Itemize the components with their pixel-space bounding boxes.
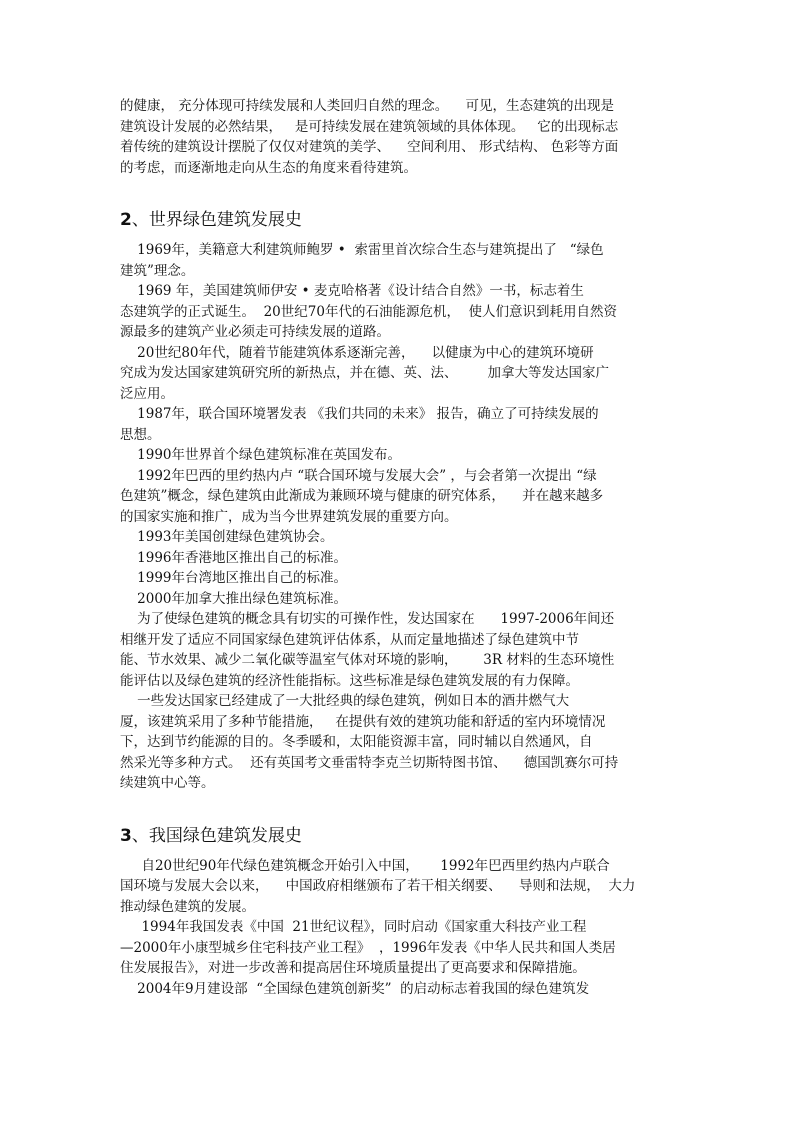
text-line: 2004年9月建设部 “全国绿色建筑创新奖” 的启动标志着我国的绿色建筑发 bbox=[120, 980, 590, 997]
text-line: 下，达到节约能源的目的。冬季暖和，太阳能资源丰富，同时辅以自然通风，自 bbox=[120, 734, 593, 750]
text-line: 建筑设计发展的必然结果， 是可持续发展在建筑领域的具体体现。 它的出现标志 bbox=[120, 118, 619, 135]
text-line: —2000年小康型城乡住宅科技产业工程》 ，1996年发表《中华人民共和国人类居 bbox=[120, 939, 616, 956]
text-line: 能、节水效果、减少二氧化碳等温室气体对环境的影响， 3R 材料的生态环境性 bbox=[120, 652, 615, 668]
text-line: 着传统的建筑设计摆脱了仅仅对建筑的美学、 空间利用、 形式结构、 色彩等方面 bbox=[120, 139, 619, 155]
body-paragraph bbox=[120, 240, 672, 281]
section-body-china bbox=[120, 856, 672, 1000]
text-line: 为了使绿色建筑的概念具有切实的可操作性，发达国家在 1997-2006年间还 bbox=[120, 611, 615, 627]
text-line: 色建筑”概念，绿色建筑由此渐成为兼顾环境与健康的研究体系， 并在越来越多 bbox=[120, 488, 604, 504]
body-paragraph bbox=[120, 979, 672, 1000]
text-line: 1999年台湾地区推出自己的标准。 bbox=[120, 570, 348, 586]
body-paragraph bbox=[120, 466, 672, 528]
text-line: 厦，该建筑采用了多种节能措施， 在提供有效的建筑功能和舒适的室内环境情况 bbox=[120, 713, 606, 730]
body-paragraph bbox=[120, 691, 672, 794]
text-line: 1994年我国发表《中国 21世纪议程》，同时启动《国家重大科技产业工程 bbox=[120, 919, 587, 935]
body-paragraph bbox=[120, 589, 672, 610]
body-paragraph bbox=[120, 609, 672, 691]
text-line: 推动绿色建筑的发展。 bbox=[120, 898, 255, 915]
text-line: 究成为发达国家建筑研究所的新热点，并在德、英、法、 加拿大等发达国家广 bbox=[120, 365, 610, 381]
section-title: 、世界绿色建筑发展史 bbox=[131, 210, 302, 230]
text-line: 1996年香港地区推出自己的标准。 bbox=[120, 549, 348, 566]
text-line: 源最多的建筑产业必须走可持续发展的道路。 bbox=[120, 324, 390, 340]
text-line: 自20世纪90年代绿色建筑概念开始引入中国， 1992年巴西里约热内卢联合 bbox=[120, 857, 610, 874]
text-line: 的健康， 充分体现可持续发展和人类回归自然的理念。 可见，生态建筑的出现是 bbox=[120, 98, 614, 114]
section-number: 2 bbox=[120, 210, 132, 230]
text-line: 住发展报告》，对进一步改善和提高居住环境质量提出了更高要求和保障措施。 bbox=[120, 960, 586, 976]
section-title: 、我国绿色建筑发展史 bbox=[131, 825, 302, 846]
section-body-world bbox=[120, 240, 672, 794]
text-line: 的考虑，而逐渐地走向从生态的角度来看待建筑。 bbox=[120, 159, 417, 176]
body-paragraph bbox=[120, 404, 672, 445]
body-paragraph bbox=[120, 527, 672, 548]
text-line: 的国家实施和推广，成为当今世界建筑发展的重要方向。 bbox=[120, 508, 458, 525]
body-paragraph bbox=[120, 548, 672, 569]
text-line: 泛应用。 bbox=[120, 385, 174, 402]
text-line: 相继开发了适应不同国家绿色建筑评估体系，从而定量地描述了绿色建筑中节 bbox=[120, 631, 579, 648]
text-line: 然采光等多种方式。 还有英国考文垂雷特李克兰切斯特图书馆、 德国凯赛尔可持 bbox=[120, 754, 619, 771]
section-number: 3 bbox=[120, 825, 132, 846]
text-line: 续建筑中心等。 bbox=[120, 775, 215, 791]
document-page bbox=[120, 96, 672, 999]
text-line: 2000年加拿大推出绿色建筑标准。 bbox=[120, 590, 348, 607]
body-paragraph bbox=[120, 568, 672, 589]
text-line: 1993年美国创建绿色建筑协会。 bbox=[120, 529, 334, 545]
body-paragraph bbox=[120, 445, 672, 466]
text-line: 1969年，美籍意大利建筑师鲍罗 • 索雷里首次综合生态与建筑提出了 “绿色 bbox=[120, 242, 604, 258]
section-heading-china bbox=[120, 824, 672, 848]
text-line: 一些发达国家已经建成了一大批经典的绿色建筑，例如日本的酒井燃气大 bbox=[120, 693, 570, 709]
text-line: 建筑”理念。 bbox=[120, 262, 195, 279]
text-line: 能评估以及绿色建筑的经济性能指标。这些标准是绿色建筑发展的有力保障。 bbox=[120, 672, 579, 689]
text-line: 1969 年，美国建筑师伊安 • 麦克哈格著《设计结合自然》一书，标志着生 bbox=[120, 283, 584, 299]
body-paragraph bbox=[120, 917, 672, 979]
text-line: 思想。 bbox=[120, 426, 161, 443]
text-line: 国环境与发展大会以来， 中国政府相继颁布了若干相关纲要、 导则和法规， 大力 bbox=[120, 878, 636, 894]
body-paragraph bbox=[120, 856, 672, 918]
body-paragraph bbox=[120, 281, 672, 343]
text-line: 20世纪80年代，随着节能建筑体系逐渐完善， 以健康为中心的建筑环境研 bbox=[120, 344, 594, 361]
text-line: 1992年巴西的里约热内卢 “联合国环境与发展大会” ，与会者第一次提出 “绿 bbox=[120, 467, 597, 484]
text-line: 1990年世界首个绿色建筑标准在英国发布。 bbox=[120, 447, 402, 463]
section-heading-world bbox=[120, 208, 672, 232]
body-paragraph bbox=[120, 343, 672, 405]
text-line: 态建筑学的正式诞生。 20世纪70年代的石油能源危机， 使人们意识到耗用自然资 bbox=[120, 303, 618, 320]
intro-paragraph bbox=[120, 96, 672, 178]
text-line: 1987年，联合国环境署发表 《我们共同的未来》 报告，确立了可持续发展的 bbox=[120, 406, 599, 422]
